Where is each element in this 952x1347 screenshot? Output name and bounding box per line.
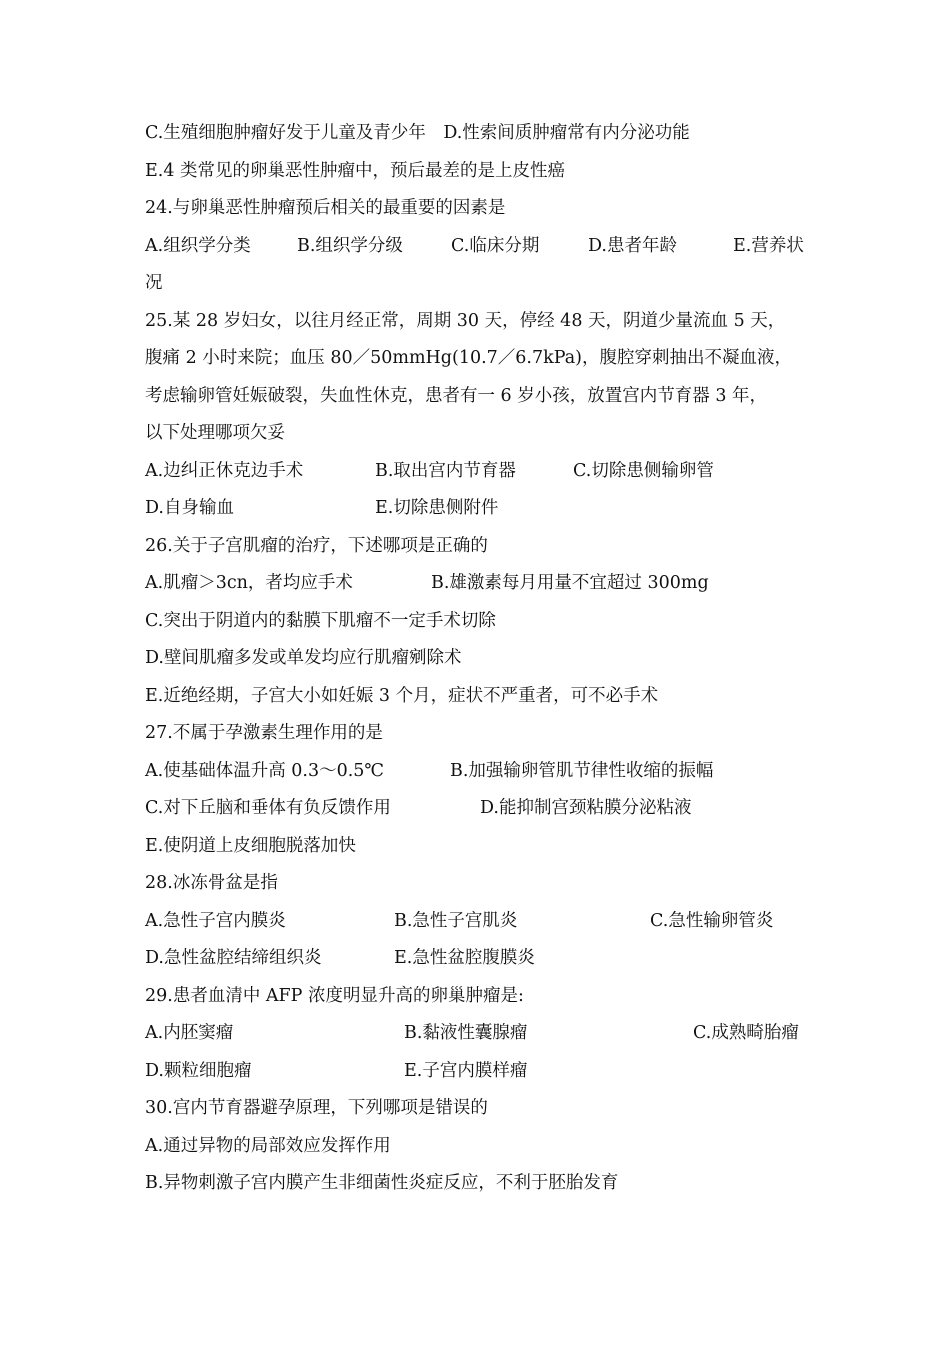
option: B.雄激素每月用量不宜超过 300mg <box>431 573 709 593</box>
option: D.急性盆腔结缔组织炎 <box>145 948 322 968</box>
option: C.成熟畸胎瘤 <box>693 1023 799 1043</box>
option: C.切除患侧输卵管 <box>573 461 714 481</box>
text-line: 腹痛 2 小时来院；血压 80／50mmHg(10.7／6.7kPa)，腹腔穿刺抽出不凝血液， <box>145 348 792 368</box>
option: D.患者年龄 <box>588 236 677 256</box>
option: A.边纠正休克边手术 <box>145 461 304 481</box>
option: E.急性盆腔腹膜炎 <box>394 948 535 968</box>
options-row <box>145 495 810 521</box>
option: B.取出宫内节育器 <box>375 461 516 481</box>
question-25: 25.某 28 岁妇女，以往月经正常，周期 30 天，停经 48 天，阴道少量流血 5 天， <box>145 311 786 331</box>
option: C.突出于阴道内的黏膜下肌瘤不一定手术切除 <box>145 611 496 631</box>
option: A.使基础体温升高 0.3～0.5℃ <box>145 761 385 781</box>
question-26: 26.关于子宫肌瘤的治疗，下述哪项是正确的 <box>145 536 488 556</box>
option: D.自身输血 <box>145 498 234 518</box>
options-row <box>145 570 810 596</box>
options-row <box>145 945 810 971</box>
option: C.急性输卵管炎 <box>650 911 774 931</box>
option: D.能抑制宫颈粘膜分泌粘液 <box>480 798 692 818</box>
question-28: 28.冰冻骨盆是指 <box>145 873 278 893</box>
option: B.组织学分级 <box>297 236 403 256</box>
option: A.急性子宫内膜炎 <box>145 911 286 931</box>
option: C.对下丘脑和垂体有负反馈作用 <box>145 798 391 818</box>
text-line: E.4 类常见的卵巢恶性肿瘤中，预后最差的是上皮性癌 <box>145 161 566 181</box>
question-24: 24.与卵巢恶性肿瘤预后相关的最重要的因素是 <box>145 198 506 218</box>
option: E.切除患侧附件 <box>375 498 499 518</box>
option: D.颗粒细胞瘤 <box>145 1061 252 1081</box>
option: A.通过异物的局部效应发挥作用 <box>145 1136 391 1156</box>
text-line: 考虑输卵管妊娠破裂，失血性休克，患者有一 6 岁小孩，放置宫内节育器 3 年， <box>145 386 768 406</box>
option: D.壁间肌瘤多发或单发均应行肌瘤剜除术 <box>145 648 462 668</box>
options-row <box>145 758 810 784</box>
text-line: 以下处理哪项欠妥 <box>145 423 285 443</box>
text-line: C.生殖细胞肿瘤好发于儿童及青少年 D.性索间质肿瘤常有内分泌功能 <box>145 123 690 143</box>
options-row <box>145 908 810 934</box>
option: B.急性子宫肌炎 <box>394 911 518 931</box>
option: B.异物刺激子宫内膜产生非细菌性炎症反应，不利于胚胎发育 <box>145 1173 619 1193</box>
option: E.近绝经期，子宫大小如妊娠 3 个月，症状不严重者，可不必手术 <box>145 686 659 706</box>
text-line: 况 <box>145 273 163 293</box>
option: A.肌瘤＞3cn，者均应手术 <box>145 573 353 593</box>
question-29: 29.患者血清中 AFP 浓度明显升高的卵巢肿瘤是: <box>145 986 524 1006</box>
option: B.加强输卵管肌节律性收缩的振幅 <box>450 761 714 781</box>
options-row <box>145 795 810 821</box>
option: A.内胚窦瘤 <box>145 1023 234 1043</box>
option: E.营养状 <box>733 236 804 256</box>
options-row <box>145 1020 810 1046</box>
option: E.使阴道上皮细胞脱落加快 <box>145 836 356 856</box>
question-30: 30.宫内节育器避孕原理，下列哪项是错误的 <box>145 1098 488 1118</box>
options-row <box>145 458 810 484</box>
option: C.临床分期 <box>451 236 540 256</box>
options-row <box>145 233 810 259</box>
options-row <box>145 1058 810 1084</box>
option: B.黏液性囊腺瘤 <box>404 1023 528 1043</box>
option: E.子宫内膜样瘤 <box>404 1061 528 1081</box>
question-27: 27.不属于孕激素生理作用的是 <box>145 723 383 743</box>
option: A.组织学分类 <box>145 236 251 256</box>
